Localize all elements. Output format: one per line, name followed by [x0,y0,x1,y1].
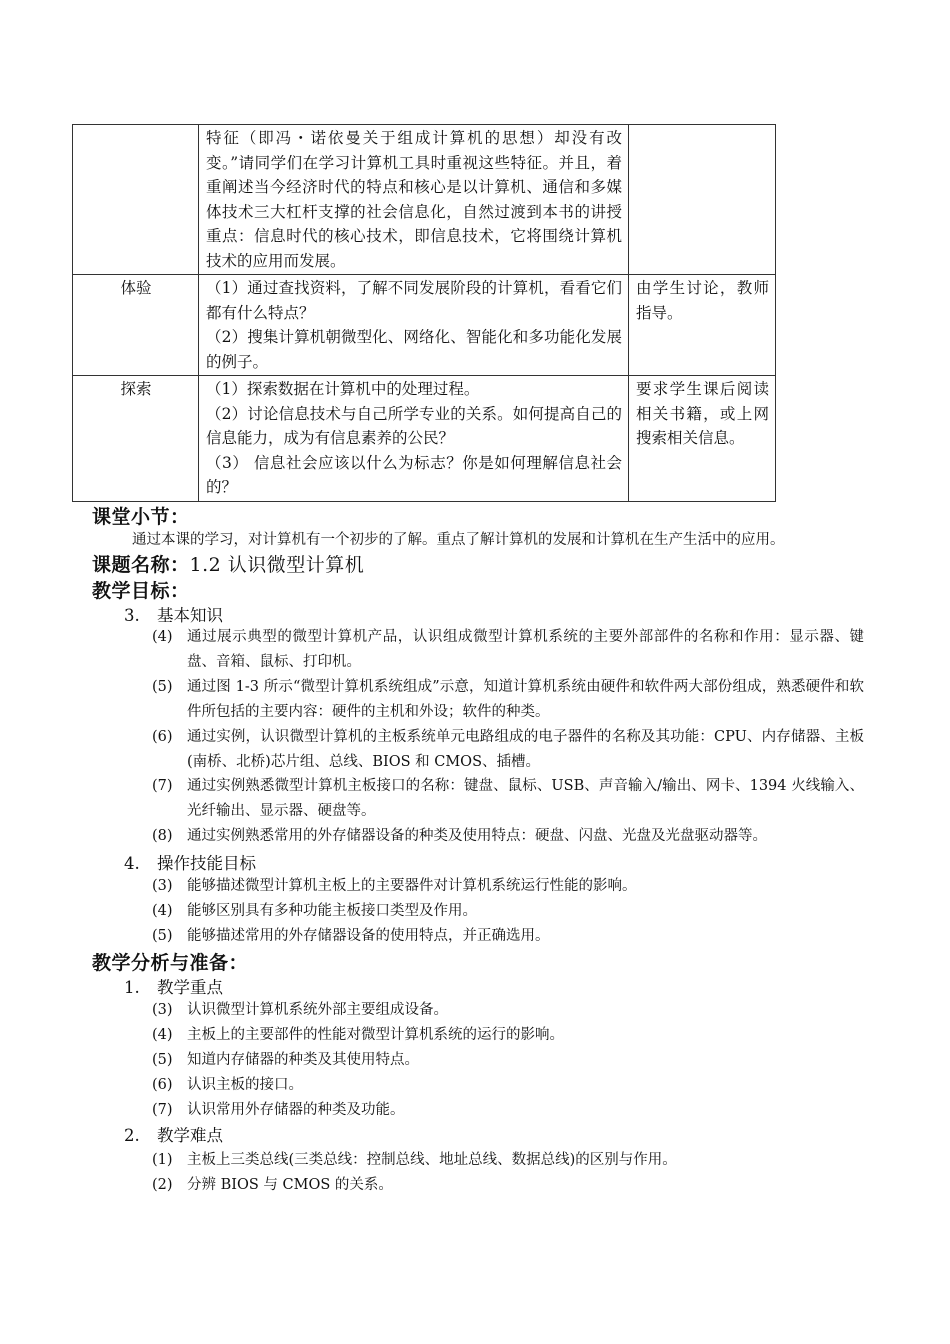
item-text: 通过实例，认识微型计算机的主板系统单元电路组成的电子器件的名称及其功能：CPU、内存储器、主板(南桥、北桥)芯片组、总线、BIOS 和 CMOS、插槽。 [187,729,864,770]
section-number: 2. [124,1126,140,1145]
table-row [73,376,776,502]
item-number: (7) [152,1102,173,1118]
table-row [73,275,776,376]
list-item [152,1173,864,1198]
item-number: (5) [152,928,173,944]
item-text: 主板上的主要部件的性能对微型计算机系统的运行的影响。 [187,1027,564,1043]
item-text: 通过展示典型的微型计算机产品，认识组成微型计算机系统的主要外部部件的名称和作用：显示器、键盘、音箱、鼠标、打印机。 [187,629,864,670]
topic-label: 课题名称： [92,554,190,576]
list-item [152,725,864,774]
method-cell [629,376,776,502]
list-item [152,924,864,949]
item-number: (3) [152,1002,173,1018]
list-item [152,998,864,1023]
list-item [152,1148,864,1173]
topic-heading [92,550,364,577]
item-text: 能够区别具有多种功能主板接口类型及作用。 [187,903,477,919]
list-item [152,874,864,899]
item-number: (2) [152,1177,173,1193]
item-number: (4) [152,629,173,645]
item-number: (6) [152,729,173,745]
content-paragraph: （1）通过查找资料，了解不同发展阶段的计算机，看看它们都有什么特点？ [206,279,622,322]
section-number: 4. [124,854,140,873]
goals-heading: 教学目标： [92,580,190,602]
topic-value: 1.2 认识微型计算机 [189,554,365,576]
section-title: 教学重点 [157,978,223,997]
method-text: 要求学生课后阅读相关书籍，或上网搜索相关信息。 [636,380,769,447]
section-heading [124,602,223,626]
section-heading [124,1122,223,1146]
list-item [152,899,864,924]
section-heading [124,850,256,874]
section-title: 基本知识 [157,606,223,625]
list-item [152,1048,864,1073]
item-text: 通过实例熟悉微型计算机主板接口的名称：键盘、鼠标、USB、声音输入/输出、网卡、1394 火线输入、光纤输出、显示器、硬盘等。 [187,778,864,819]
item-number: (1) [152,1152,173,1168]
item-text: 认识常用外存储器的种类及功能。 [187,1102,405,1118]
item-text: 通过实例熟悉常用的外存储器设备的种类及使用特点：硬盘、闪盘、光盘及光盘驱动器等。 [187,828,767,844]
item-text: 知道内存储器的种类及其使用特点。 [187,1052,419,1068]
stage-cell: 探索 [73,376,199,502]
item-number: (5) [152,1052,173,1068]
content-paragraph: （3） 信息社会应该以什么为标志？你是如何理解信息社会的？ [206,453,622,496]
item-number: (6) [152,1077,173,1093]
summary-heading: 课堂小节： [92,506,190,528]
list-item [152,774,864,823]
method-text: 由学生讨论，教师指导。 [636,279,769,322]
item-text: 认识主板的接口。 [187,1077,303,1093]
content-paragraph: 特征（即冯・诺依曼关于组成计算机的思想）却没有改变。”请同学们在学习计算机工具时重视这些特征。并且，着重阐述当今经济时代的特点和核心是以计算机、通信和多媒体技术三大杠杆支撑的社会信息化，自然过渡到本书的讲授重点：信息时代的核心技术，即信息技术，它将围绕计算机技术的应用而发展。 [206,129,622,270]
method-cell [629,125,776,275]
list-item [152,824,864,849]
list-item [152,625,864,674]
item-text: 能够描述常用的外存储器设备的使用特点，并正确选用。 [187,928,550,944]
item-text: 认识微型计算机系统外部主要组成设备。 [187,1002,448,1018]
item-number: (4) [152,1027,173,1043]
item-number: (7) [152,778,173,794]
section-number: 3. [124,606,140,625]
list-item [152,1073,864,1098]
list-item [152,1098,864,1123]
content-paragraph: （1）探索数据在计算机中的处理过程。 [206,380,480,398]
method-cell [629,275,776,376]
section-title: 教学难点 [157,1126,223,1145]
list-item [152,675,864,724]
item-text: 分辨 BIOS 与 CMOS 的关系。 [187,1177,393,1193]
stage-cell: 体验 [73,275,199,376]
table-row [73,125,776,275]
item-number: (3) [152,878,173,894]
item-number: (4) [152,903,173,919]
content-paragraph: （2）搜集计算机朝微型化、网络化、智能化和多功能化发展的例子。 [206,328,622,371]
list-item [152,1023,864,1048]
content-paragraph: （2）讨论信息技术与自己所学专业的关系。如何提高自己的信息能力，成为有信息素养的公民？ [206,404,622,447]
section-number: 1. [124,978,140,997]
analysis-heading: 教学分析与准备： [92,952,249,974]
item-number: (5) [152,679,173,695]
content-cell [199,376,629,502]
content-cell [199,275,629,376]
stage-cell [73,125,199,275]
section-heading [124,974,223,998]
lesson-plan-table [72,124,776,502]
item-text: 能够描述微型计算机主板上的主要器件对计算机系统运行性能的影响。 [187,878,637,894]
item-text: 通过图 1-3 所示“微型计算机系统组成”示意，知道计算机系统由硬件和软件两大部份组成，熟悉硬件和软件所包括的主要内容：硬件的主机和外设；软件的种类。 [187,679,864,720]
item-number: (8) [152,828,173,844]
item-text: 主板上三类总线(三类总线：控制总线、地址总线、数据总线)的区别与作用。 [187,1152,677,1168]
section-title: 操作技能目标 [157,854,256,873]
summary-text: 通过本课的学习，对计算机有一个初步的了解。重点了解计算机的发展和计算机在生产生活中的应用。 [132,532,785,548]
content-cell [199,125,629,275]
